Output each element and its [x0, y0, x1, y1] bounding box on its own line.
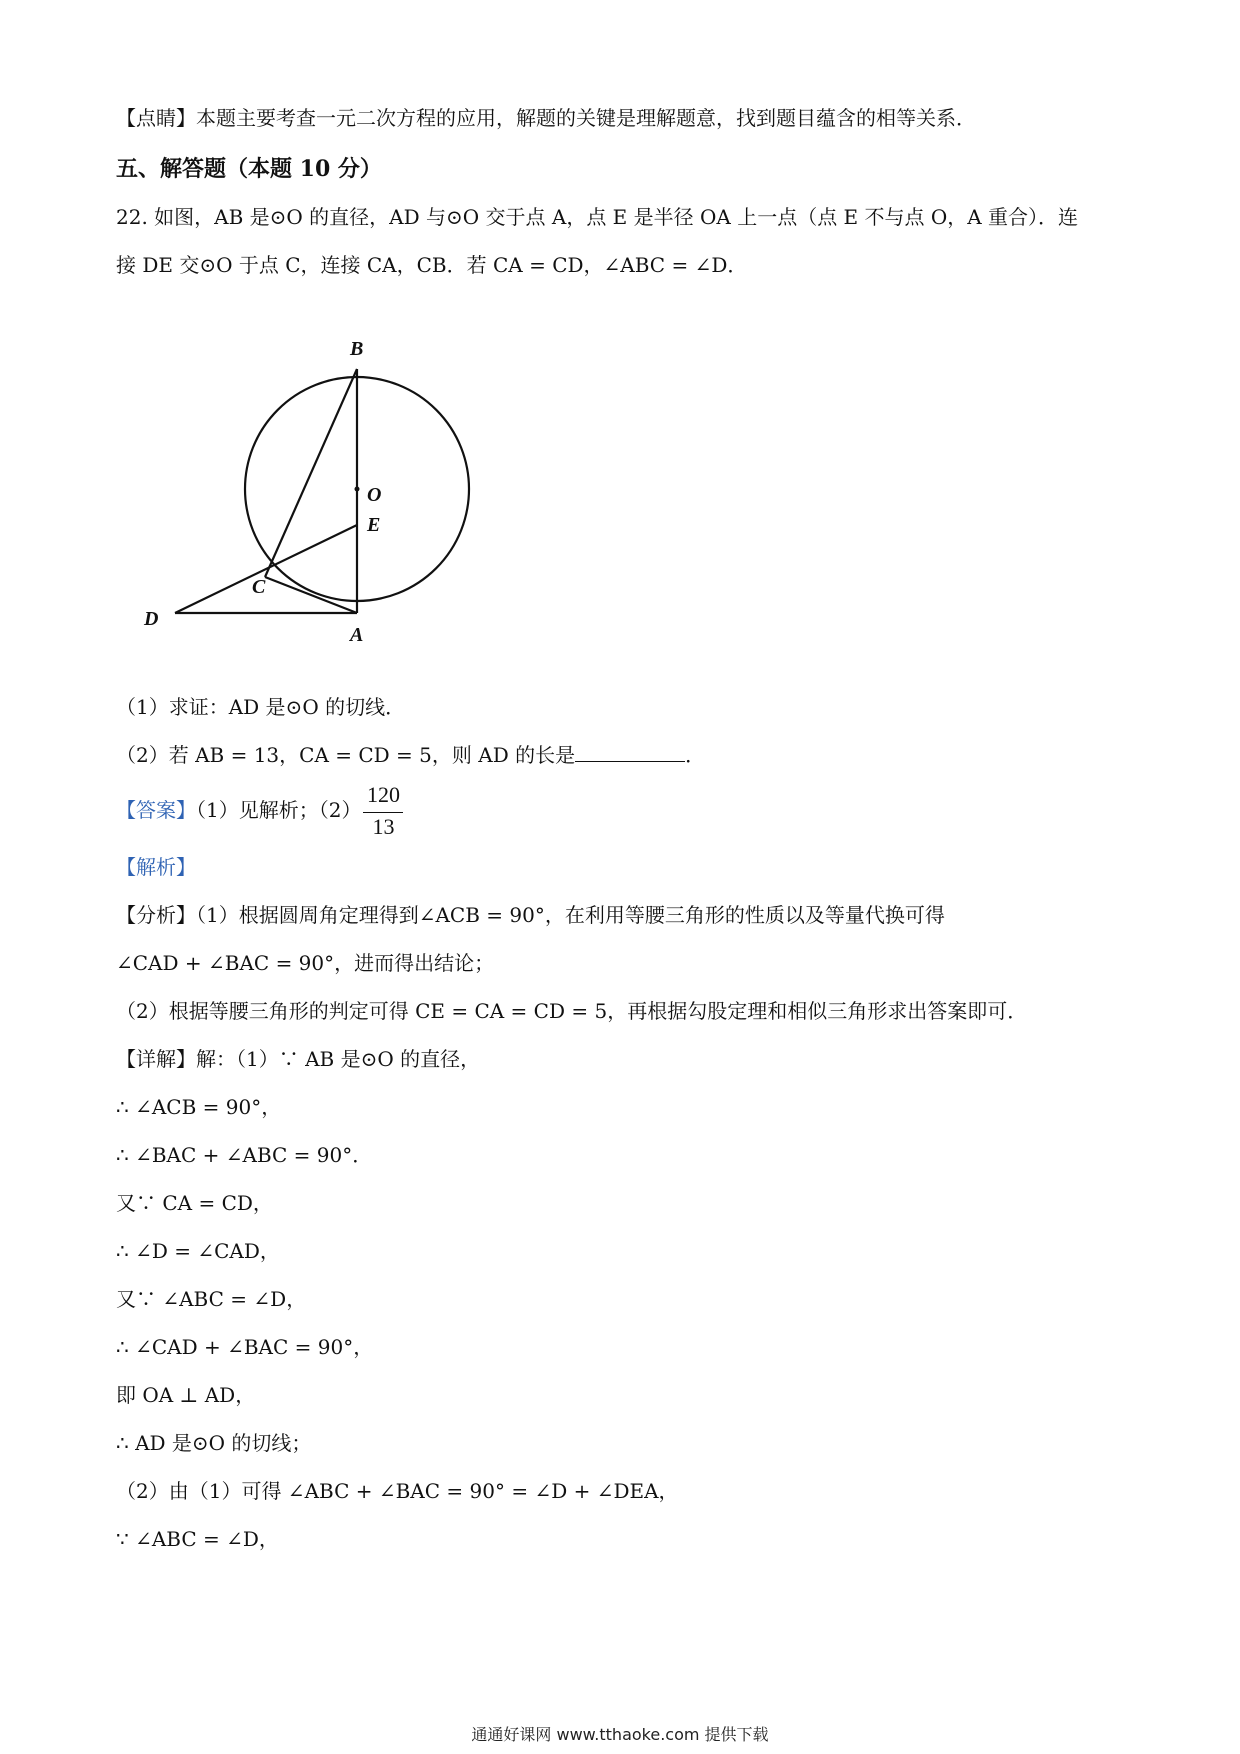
fraction-denominator: 13	[372, 813, 395, 839]
xiangjie-line: 【详解】解：（1）∵ AB 是⊙O 的直径，	[116, 1047, 481, 1071]
segment-de	[175, 525, 357, 613]
part-2-text: （2）若 AB = 13，CA = CD = 5，则 AD 的长是	[116, 743, 576, 767]
step-7: 即 OA ⊥ AD，	[116, 1383, 256, 1407]
fenxi-line-1: 【分析】（1）根据圆周角定理得到∠ACB = 90°，在利用等腰三角形的性质以及等量代换可得	[116, 903, 945, 927]
step-4: ∴ ∠D = ∠CAD，	[116, 1239, 280, 1263]
geometry-figure	[130, 325, 510, 655]
segment-ca	[265, 577, 357, 613]
fenxi-line-2: ∠CAD + ∠BAC = 90°，进而得出结论；	[116, 951, 495, 975]
step-3: 又∵ CA = CD，	[116, 1191, 273, 1215]
fraction-numerator: 120	[366, 781, 400, 807]
segment-bc	[265, 369, 357, 577]
answer-fraction	[361, 782, 405, 842]
step-8: ∴ AD 是⊙O 的切线；	[116, 1431, 312, 1455]
fenxi-line-3: （2）根据等腰三角形的判定可得 CE = CA = CD = 5，再根据勾股定理和相似三角形求出答案即可．	[116, 999, 1028, 1023]
section-heading: 五、解答题（本题 10 分）	[116, 156, 382, 182]
point-o	[355, 487, 360, 492]
answer-line	[116, 780, 405, 842]
part-1: （1）求证：AD 是⊙O 的切线．	[116, 695, 406, 719]
step-10: ∵ ∠ABC = ∠D，	[116, 1527, 279, 1551]
dianjing-text: 【点睛】本题主要考查一元二次方程的应用，解题的关键是理解题意，找到题目蕴含的相等关系．	[116, 106, 976, 130]
part-2-end: ．	[685, 743, 706, 767]
step-9: （2）由（1）可得 ∠ABC + ∠BAC = 90° = ∠D + ∠DEA，	[116, 1479, 679, 1503]
label-e: E	[367, 514, 381, 536]
label-o: O	[367, 484, 382, 506]
step-6: ∴ ∠CAD + ∠BAC = 90°，	[116, 1335, 374, 1359]
footer-watermark: 通通好课网 www.tthaoke.com 提供下载	[471, 1725, 769, 1744]
part-2	[116, 740, 705, 770]
answer-text: （1）见解析；（2）	[196, 798, 362, 822]
answer-tag: 【答案】	[116, 798, 196, 822]
label-a: A	[350, 624, 364, 646]
label-d: D	[144, 608, 159, 630]
jiexi-tag: 【解析】	[116, 855, 196, 879]
label-b: B	[350, 338, 364, 360]
answer-blank	[575, 743, 685, 762]
step-2: ∴ ∠BAC + ∠ABC = 90°．	[116, 1143, 373, 1167]
question-line-1: 22. 如图，AB 是⊙O 的直径，AD 与⊙O 交于点 A，点 E 是半径 OA 上一点（点 E 不与点 O，A 重合）．连	[116, 205, 1079, 229]
label-c: C	[252, 576, 266, 598]
step-5: 又∵ ∠ABC = ∠D，	[116, 1287, 307, 1311]
step-1: ∴ ∠ACB = 90°，	[116, 1095, 282, 1119]
question-line-2: 接 DE 交⊙O 于点 C，连接 CA，CB．若 CA = CD，∠ABC = ∠D．	[116, 253, 748, 277]
